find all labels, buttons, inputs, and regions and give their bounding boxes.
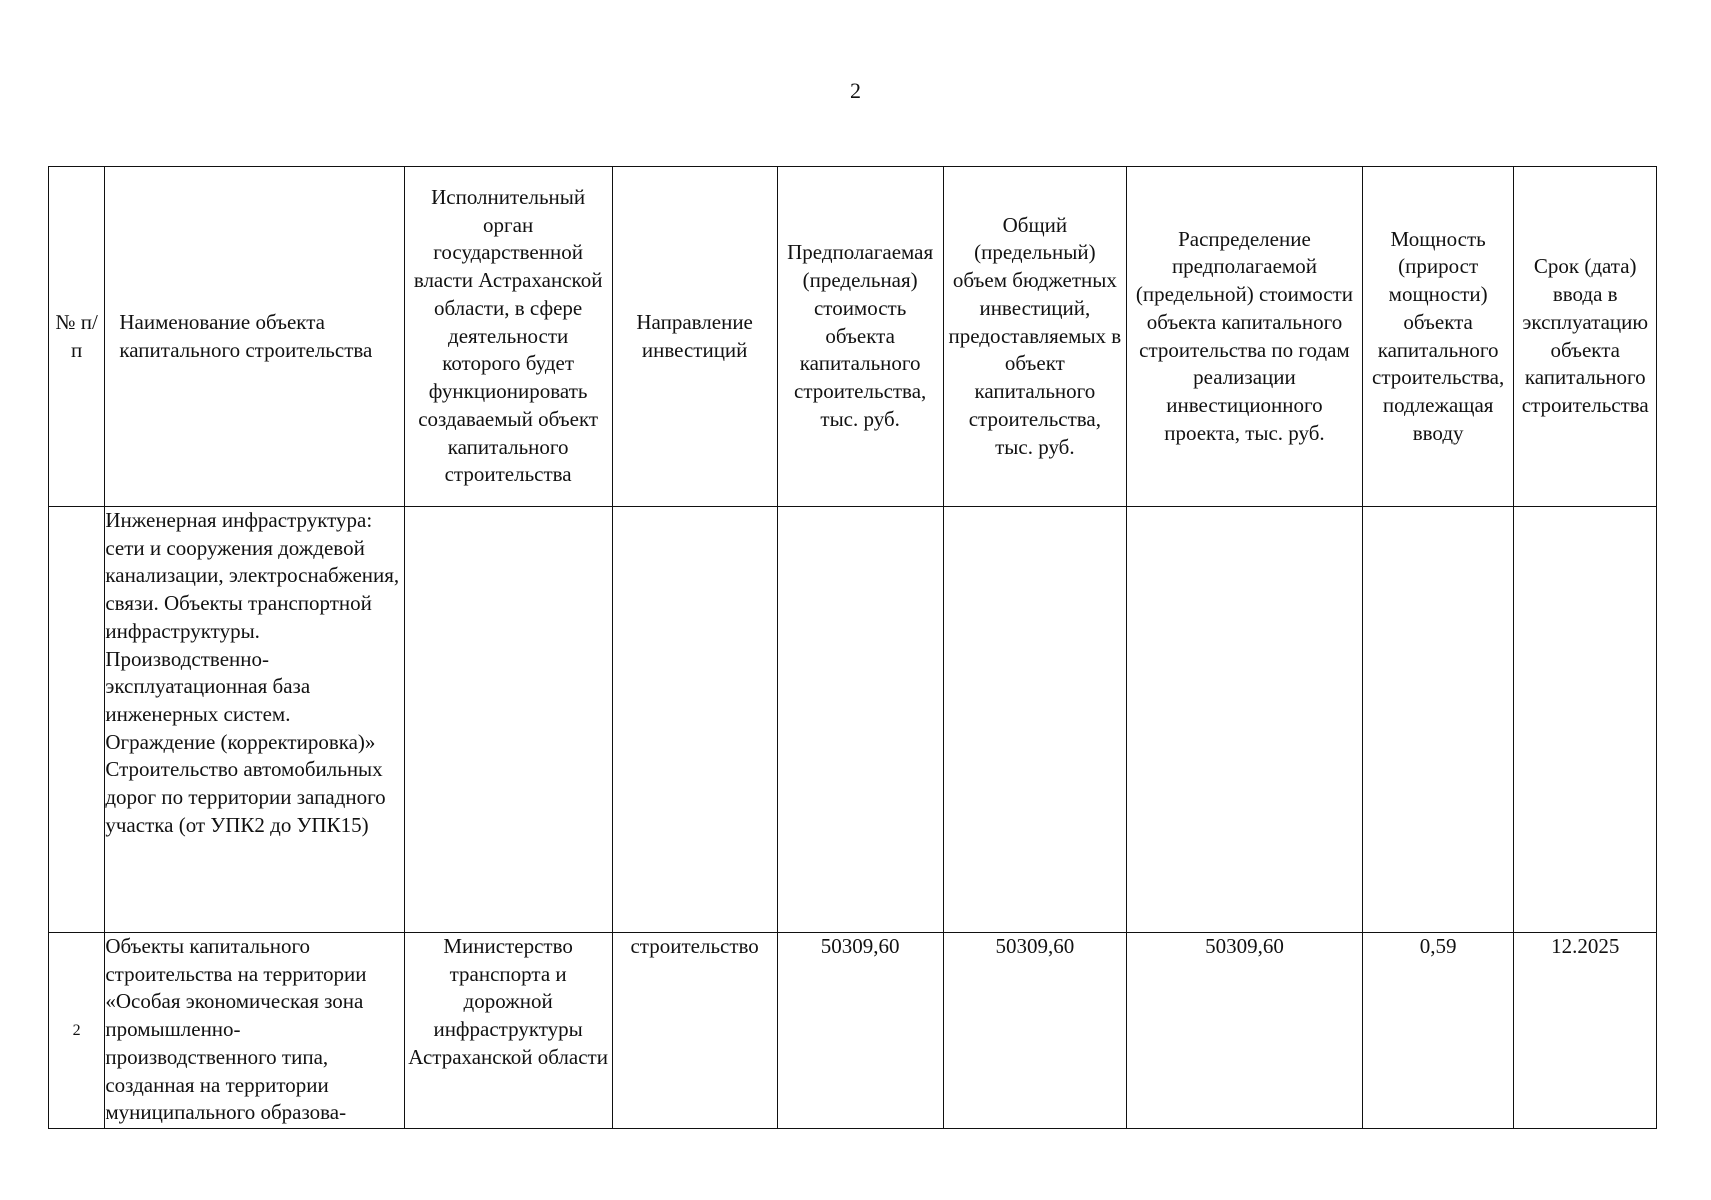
capacity-cell	[1362, 507, 1514, 933]
header-cost-distribution: Распределение предполагаемой (предельной) стоимости объекта капитального строительства по годам реализации инвестиционного проекта, тыс. руб.	[1127, 167, 1363, 507]
commissioning-date-cell: 12.2025	[1514, 933, 1657, 1129]
header-commissioning-date: Срок (дата) ввода в эксплуатацию объекта капитального строительства	[1514, 167, 1657, 507]
total-budget-cell	[943, 507, 1126, 933]
object-name-cell: Объекты капитального строительства на территории «Особая экономическая зона промышленно-производственного типа, созданная на территории муниципального образова-	[105, 933, 404, 1129]
page-number: 2	[850, 78, 861, 103]
investment-direction-cell: строительство	[612, 933, 777, 1129]
header-capacity: Мощность (прирост мощности) объекта капитального строительства, подлежащая вводу	[1362, 167, 1514, 507]
total-budget-cell: 50309,60	[943, 933, 1126, 1129]
investment-table	[48, 166, 1657, 1129]
cost-distribution-cell: 50309,60	[1127, 933, 1363, 1129]
header-object-name: Наименование объекта капитального строительства	[105, 167, 404, 507]
row-num-cell: 2	[49, 933, 105, 1129]
capacity-cell: 0,59	[1362, 933, 1514, 1129]
header-total-budget: Общий (предельный) объем бюджетных инвестиций, предоставляемых в объект капитального строительства, тыс. руб.	[943, 167, 1126, 507]
estimated-cost-cell	[777, 507, 943, 933]
table-header-row	[49, 167, 1657, 507]
estimated-cost-cell: 50309,60	[777, 933, 943, 1129]
executive-body-cell	[404, 507, 612, 933]
executive-body-cell: Министерство транспорта и дорожной инфраструктуры Астраханской области	[404, 933, 612, 1129]
table-row	[49, 507, 1657, 933]
row-num-cell	[49, 507, 105, 933]
investment-direction-cell	[612, 507, 777, 933]
header-num: № п/п	[49, 167, 105, 507]
cost-distribution-cell	[1127, 507, 1363, 933]
object-name-cell: Инженерная инфраструктура: сети и сооружения дождевой канализации, электроснабжения, связи. Объекты транспортной инфраструктуры. Производственно-эксплуатационная база инженерных систем. Ограждение (корректировка)» Строительство автомобильных дорог по территории западного участка (от УПК2 до УПК15)	[105, 507, 404, 933]
table-row	[49, 933, 1657, 1129]
header-executive-body: Исполнительный орган государственной власти Астраханской области, в сфере деятельности которого будет функционировать создаваемый объект капитального строительства	[404, 167, 612, 507]
commissioning-date-cell	[1514, 507, 1657, 933]
header-estimated-cost: Предполагаемая (предельная) стоимость объекта капитального строительства, тыс. руб.	[777, 167, 943, 507]
header-investment-direction: Направление инвестиций	[612, 167, 777, 507]
